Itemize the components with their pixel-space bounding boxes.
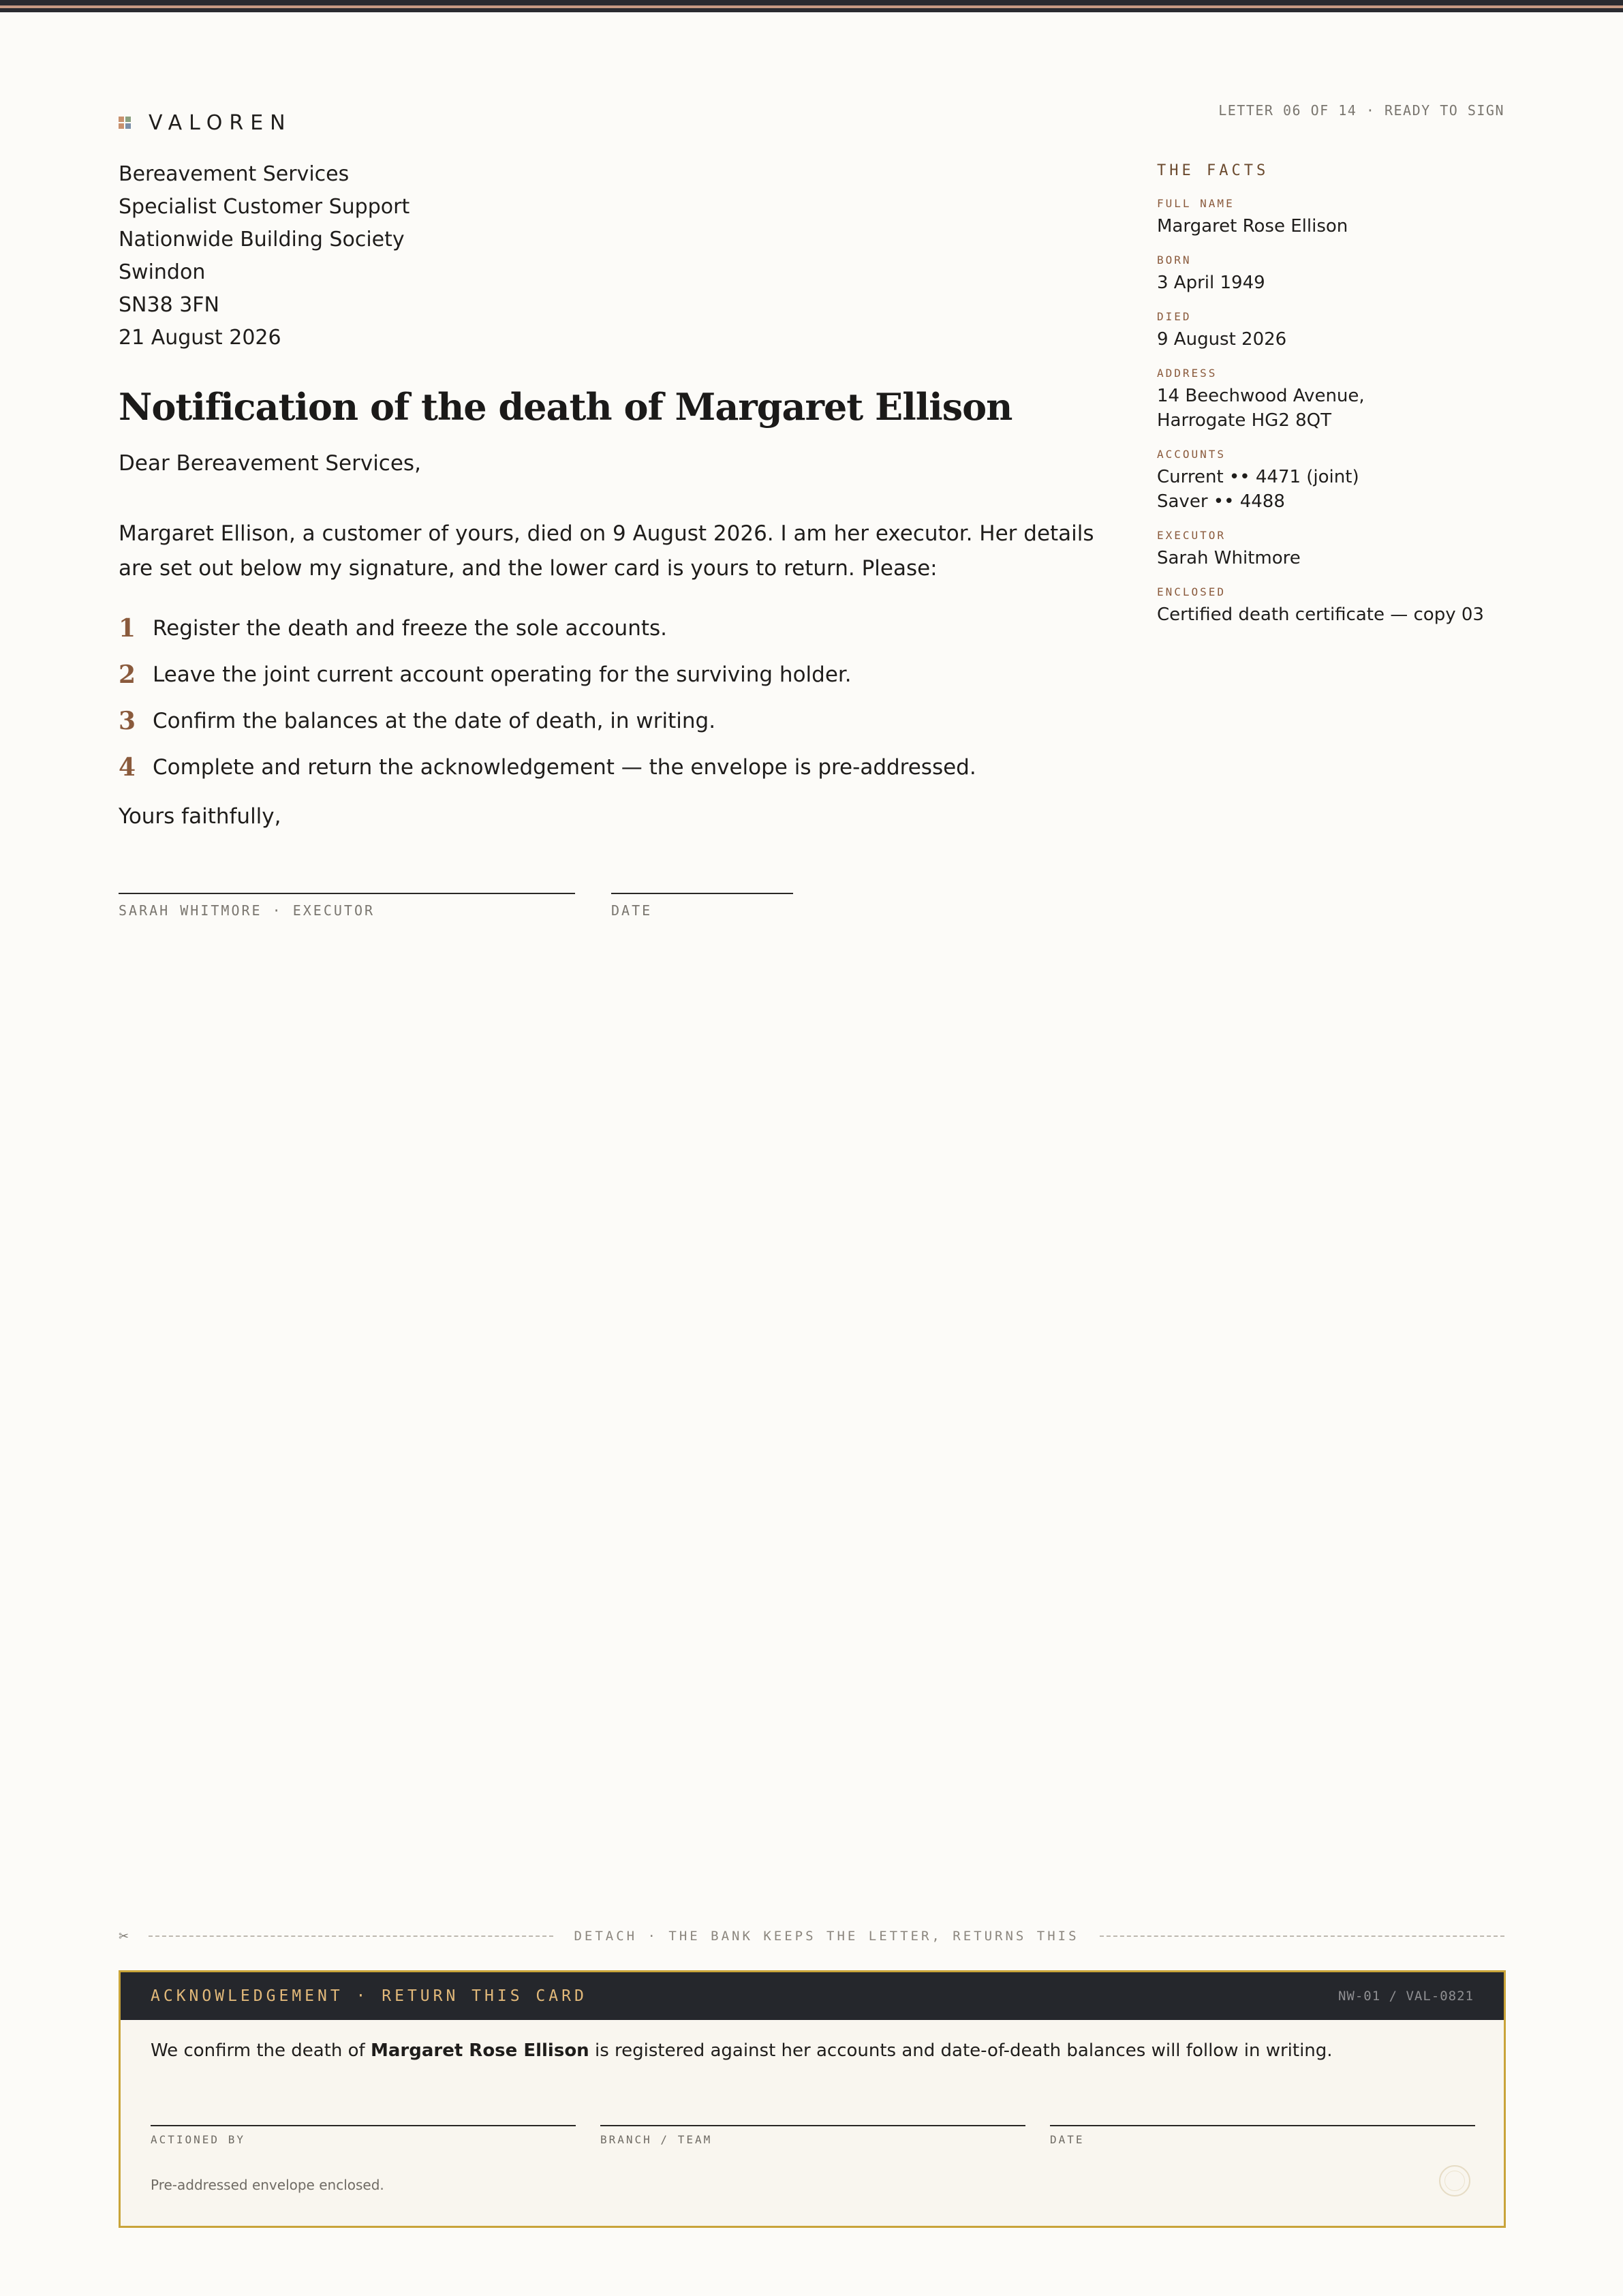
signature-line[interactable] [119, 893, 575, 894]
fact-value: Margaret Rose Ellison [1157, 216, 1348, 236]
detach-instruction: DETACH · THE BANK KEEPS THE LETTER, RETURNS THIS [574, 1929, 1079, 1944]
action-list [119, 605, 976, 791]
fact-value: Certified death certificate — copy 03 [1157, 604, 1484, 625]
fact-value: Sarah Whitmore [1157, 548, 1301, 568]
card-statement [151, 2040, 1333, 2061]
fact-died [1157, 310, 1511, 352]
top-accent-bar [0, 0, 1623, 12]
fact-value: Harrogate HG2 8QT [1157, 410, 1332, 431]
field-label: DATE [1050, 2133, 1085, 2146]
acknowledgement-card [119, 1970, 1506, 2228]
fact-label: ENCLOSED [1157, 585, 1226, 598]
date-field[interactable] [1050, 2125, 1475, 2126]
date-label: DATE [611, 902, 653, 919]
letter-date: 21 August 2026 [119, 326, 281, 350]
facts-heading: THE FACTS [1157, 162, 1269, 179]
closing: Yours faithfully, [119, 804, 281, 829]
dashed-divider [1100, 1935, 1504, 1937]
seal-icon [1439, 2165, 1470, 2196]
list-item [119, 744, 976, 791]
item-text: Confirm the balances at the date of death, in writing. [153, 709, 716, 733]
fact-born [1157, 254, 1511, 295]
fact-label: EXECUTOR [1157, 529, 1226, 542]
branch-team-field[interactable] [600, 2125, 1025, 2126]
logo-mark-icon [119, 117, 131, 129]
list-item [119, 698, 976, 744]
field-label: BRANCH / TEAM [600, 2133, 713, 2146]
list-item [119, 652, 976, 698]
item-text: Register the death and freeze the sole accounts. [153, 616, 668, 641]
fact-label: BORN [1157, 254, 1192, 266]
statement-text: is registered against her accounts and date-of-death balances will follow in writing. [589, 2040, 1333, 2061]
fact-label: ADDRESS [1157, 367, 1218, 380]
fact-label: DIED [1157, 310, 1192, 323]
item-text: Complete and return the acknowledgement — the envelope is pre-addressed. [153, 755, 976, 780]
envelope-note: Pre-addressed envelope enclosed. [151, 2177, 384, 2193]
brand-logo [119, 109, 292, 136]
fact-label: ACCOUNTS [1157, 448, 1226, 461]
brand-name: VALOREN [149, 110, 292, 135]
fact-value: 9 August 2026 [1157, 329, 1287, 350]
letter-title: Notification of the death of Margaret Ellison [119, 385, 1013, 429]
item-text: Leave the joint current account operating for the surviving holder. [153, 662, 852, 687]
fact-enclosed [1157, 585, 1511, 627]
fact-value: 14 Beechwood Avenue, [1157, 386, 1365, 406]
statement-text: We confirm the death of [151, 2040, 371, 2061]
fact-full-name [1157, 197, 1511, 239]
fact-value: 3 April 1949 [1157, 273, 1265, 293]
fact-address [1157, 367, 1511, 433]
item-number: 1 [119, 614, 136, 643]
scissors-icon: ✂ [119, 1929, 129, 1944]
actioned-by-field[interactable] [151, 2125, 576, 2126]
letter-status: LETTER 06 OF 14 · READY TO SIGN [1218, 102, 1504, 119]
item-number: 2 [119, 660, 136, 689]
fact-label: FULL NAME [1157, 197, 1235, 210]
field-label: ACTIONED BY [151, 2133, 245, 2146]
facts-panel [1157, 162, 1511, 642]
address-line: SN38 3FN [119, 293, 219, 317]
address-line: Nationwide Building Society [119, 228, 405, 251]
deceased-name: Margaret Rose Ellison [370, 2040, 589, 2061]
signature-label: SARAH WHITMORE · EXECUTOR [119, 902, 375, 919]
list-item [119, 605, 976, 652]
item-number: 4 [119, 753, 136, 782]
date-line[interactable] [611, 893, 793, 894]
salutation: Dear Bereavement Services, [119, 451, 421, 476]
letter-body: Margaret Ellison, a customer of yours, died on 9 August 2026. I am her executor. Her details are set out below my signature, and the lower card is yours to return. Please: [119, 521, 1094, 581]
address-line: Swindon [119, 260, 206, 284]
fact-value: Current •• 4471 (joint) [1157, 467, 1359, 487]
item-number: 3 [119, 707, 136, 735]
card-reference: NW-01 / VAL-0821 [1338, 1989, 1474, 2004]
address-line: Specialist Customer Support [119, 195, 410, 219]
dashed-divider [149, 1935, 553, 1937]
card-title: ACKNOWLEDGEMENT · RETURN THIS CARD [151, 1987, 587, 2005]
recipient-address [119, 158, 409, 354]
fact-executor [1157, 529, 1511, 570]
fact-accounts [1157, 448, 1511, 514]
address-line: Bereavement Services [119, 162, 350, 186]
detach-line [119, 1926, 1504, 1946]
card-header [121, 1972, 1504, 2020]
fact-value: Saver •• 4488 [1157, 491, 1285, 512]
